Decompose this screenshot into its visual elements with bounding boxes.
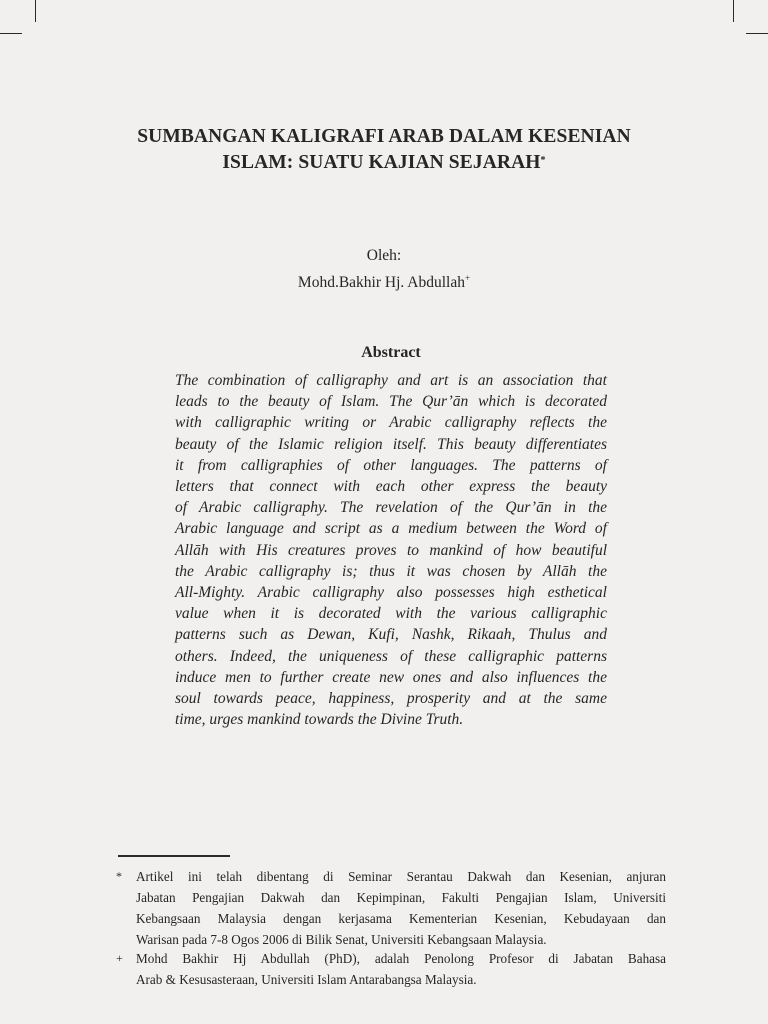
title-line-1: SUMBANGAN KALIGRAFI ARAB DALAM KESENIAN — [137, 126, 631, 147]
abstract-line: Allāh with His creatures proves to mankind of how beautiful — [175, 541, 607, 559]
footnote-divider — [118, 855, 230, 857]
abstract-line: others. Indeed, the uniqueness of these calligraphic patterns — [175, 647, 607, 665]
abstract-line: letters that connect with each other express the beauty — [175, 478, 607, 496]
abstract-line: Arabic language and script as a medium between the Word of — [175, 520, 607, 538]
abstract-line: it from calligraphies of other languages. The patterns of — [175, 456, 607, 474]
title-line-2 — [0, 150, 768, 176]
abstract-line: All-Mighty. Arabic calligraphy also possesses high esthetical — [175, 584, 607, 602]
abstract-line: induce men to further create new ones and also influences the — [175, 668, 607, 686]
abstract-line: soul towards peace, happiness, prosperity and at the same — [175, 690, 607, 708]
abstract-line: leads to the beauty of Islam. The Qur’ān which is decorated — [175, 393, 607, 411]
abstract-line: patterns such as Dewan, Kufi, Nashk, Rikaah, Thulus and — [175, 626, 607, 644]
byline-oleh: Oleh: — [366, 247, 402, 264]
footnote-line: Jabatan Pengajian Dakwah dan Kepimpinan, Fakulti Pengajian Islam, Universiti — [136, 890, 666, 905]
crop-mark-top-right-vertical — [733, 0, 734, 22]
author-name: Mohd.Bakhir Hj. Abdullah — [297, 274, 465, 292]
footnote-line: Arab & Kesusasteraan, Universiti Islam Antarabangsa Malaysia. — [136, 972, 477, 987]
author-footnote-mark: + — [464, 273, 471, 283]
footnote-line: Warisan pada 7-8 Ogos 2006 di Bilik Senat, Universiti Kebangsaan Malaysia. — [136, 932, 547, 947]
abstract-line: time, urges mankind towards the Divine Truth. — [175, 711, 464, 729]
byline-author-row — [0, 273, 768, 292]
footnote-1-mark: * — [116, 869, 122, 883]
footnote-line: Kebangsaan Malaysia dengan kerjasama Kementerian Kesenian, Kebudayaan dan — [136, 911, 666, 926]
footnote-line: Mohd Bakhir Hj Abdullah (PhD), adalah Penolong Profesor di Jabatan Bahasa — [136, 951, 666, 966]
crop-mark-top-right-horizontal — [746, 33, 768, 34]
footnote-1-text — [136, 866, 666, 950]
paper-title — [0, 124, 768, 176]
footnote-line: Artikel ini telah dibentang di Seminar Serantau Dakwah dan Kesenian, anjuran — [136, 869, 666, 884]
title-footnote-mark: * — [540, 155, 546, 166]
abstract-line: beauty of the Islamic religion itself. This beauty differentiates — [175, 435, 607, 453]
abstract-heading: Abstract — [361, 344, 421, 361]
footnote-2-mark: + — [116, 951, 123, 965]
title-line-2-text: ISLAM: SUATU KAJIAN SEJARAH — [222, 152, 541, 173]
abstract-line: the Arabic calligraphy is; thus it was chosen by Allāh the — [175, 562, 607, 580]
footnote-2-text — [136, 948, 666, 990]
abstract-body — [175, 370, 607, 730]
abstract-line: of Arabic calligraphy. The revelation of the Qur’ān in the — [175, 499, 607, 517]
abstract-line: value when it is decorated with the various calligraphic — [175, 605, 607, 623]
crop-mark-top-left-vertical — [35, 0, 36, 22]
crop-mark-top-left-horizontal — [0, 33, 22, 34]
abstract-line: The combination of calligraphy and art is an association that — [175, 372, 607, 389]
abstract-line: with calligraphic writing or Arabic calligraphy reflects the — [175, 414, 607, 432]
